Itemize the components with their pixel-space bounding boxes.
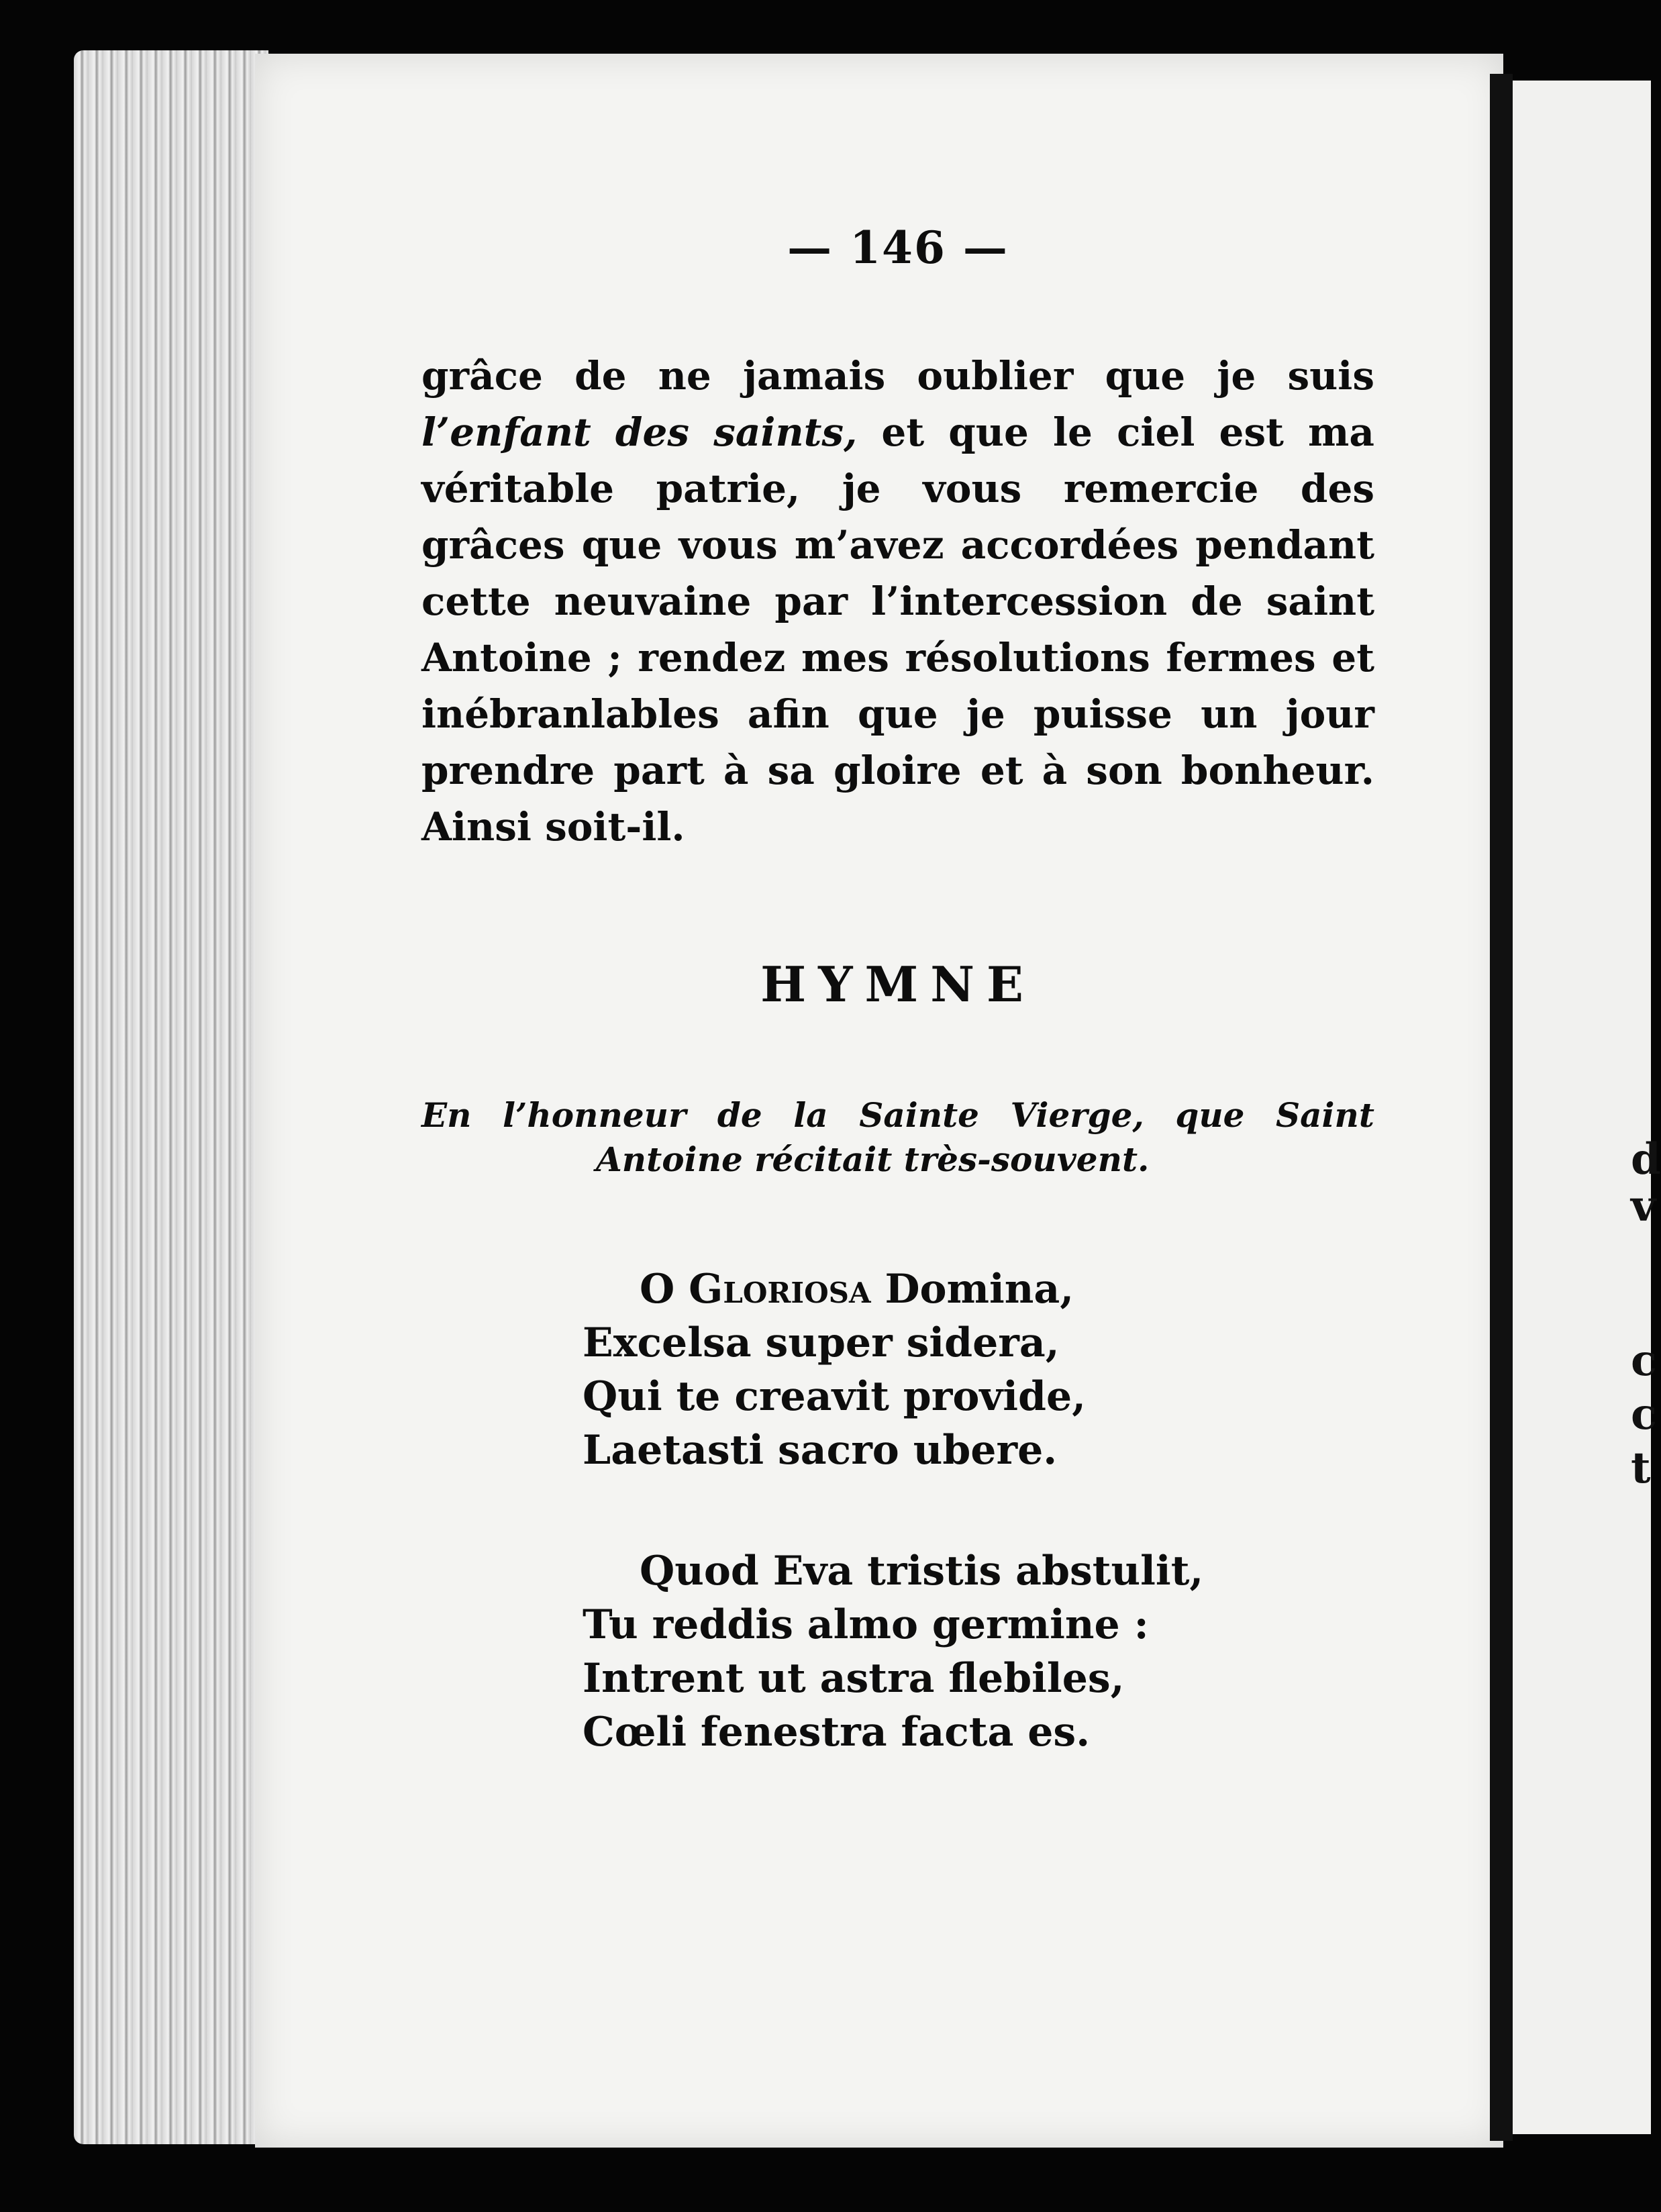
verse-line: Intrent ut astra flebiles, [583, 1655, 1125, 1702]
prayer-paragraph [421, 348, 1374, 855]
adjacent-page [1513, 81, 1651, 2134]
page-content [421, 221, 1374, 1826]
adjacent-page-fragment: d [1631, 1134, 1661, 1185]
adjacent-page-fragment: c [1631, 1389, 1657, 1440]
hymn-subtitle-line: Antoine récitait très-souvent. [596, 1140, 1150, 1179]
verse-line: Tu reddis almo germine : [583, 1601, 1149, 1648]
page-edges [74, 50, 268, 2144]
hymn-stanza [421, 1262, 1374, 1477]
adjacent-page-fragment: c [1631, 1336, 1657, 1386]
page-number: — 146 — [787, 221, 1009, 274]
hymn-stanza [421, 1544, 1374, 1759]
hymn-title: HYMNE [760, 956, 1036, 1013]
verse-line: Qui te creavit provide, [583, 1373, 1087, 1420]
prayer-text-start: grâce de ne jamais oublier que je suis [421, 353, 1374, 399]
book-gutter [1490, 74, 1513, 2141]
adjacent-page-fragment: v [1631, 1181, 1656, 1231]
adjacent-page-fragment: t [1631, 1443, 1651, 1493]
verse-line-rest: Domina, [870, 1266, 1074, 1313]
verse-line: Quod Eva tristis abstulit, [640, 1548, 1204, 1595]
prayer-text-end: et que le ciel est ma véritable patrie, je vous remercie des grâces que vous m’avez accordées pendant cette neuvaine par l’intercession de saint Antoine ; rendez mes résolutions fermes et inébranlables afin que je puisse un jour prendre part à sa gloire et à son bonheur. Ainsi soit-il. [421, 409, 1374, 850]
hymn-subtitle [421, 1093, 1374, 1182]
prayer-text-italic: l’enfant des saints, [421, 409, 858, 455]
verse-line [583, 1262, 1374, 1316]
verse-line: Laetasti sacro ubere. [583, 1427, 1058, 1474]
verse-line: Cœli fenestra facta es. [583, 1709, 1091, 1756]
verse-line: Excelsa super sidera, [583, 1319, 1060, 1366]
verse-initial-words: O Gloriosa [640, 1266, 871, 1313]
hymn-subtitle-line: En l’honneur de la Sainte Vierge, que Saint [421, 1095, 1374, 1135]
